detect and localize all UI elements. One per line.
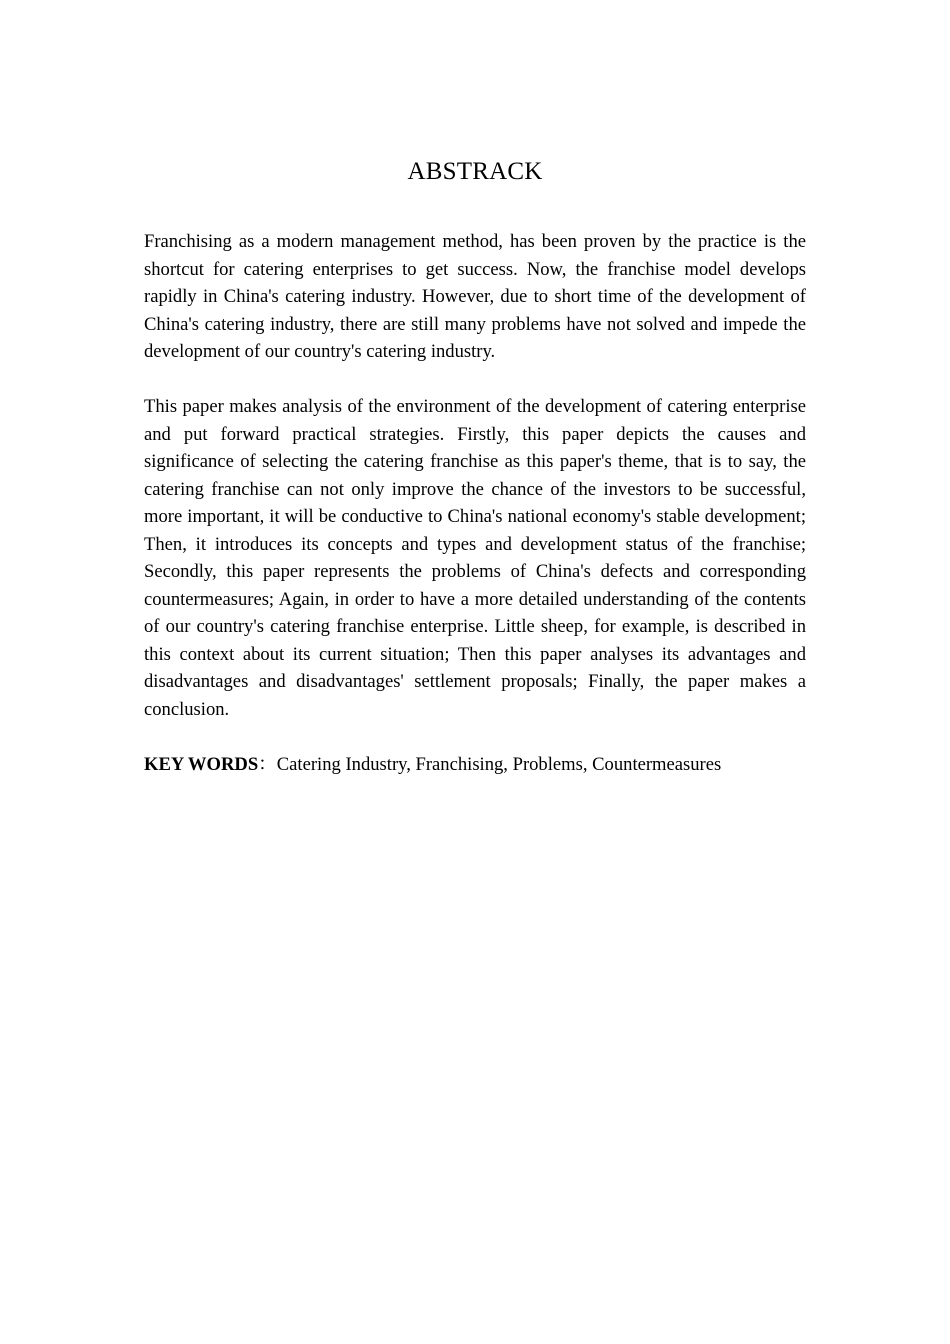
keywords-value: Catering Industry, Franchising, Problems, Countermeasures: [276, 753, 722, 775]
abstract-paragraph-1: Franchising as a modern management method, has been proven by the practice is the shortcut for catering enterprises to get success. Now, the franchise model develops rapidly in China's catering industry. However, due to short time of the development of China's catering industry, there are still many problems have not solved and impede the development of our country's catering industry.: [144, 231, 806, 362]
abstract-paragraph-2: This paper makes analysis of the environment of the development of catering enterprise and put forward practical strategies. Firstly, this paper depicts the causes and significance of selecting the catering franchise as this paper's theme, that is to say, the catering franchise can not only improve the chance of the investors to be successful, more important, it will be conductive to China's national economy's stable development; Then, it introduces its concepts and types and development status of the franchise; Secondly, this paper represents the problems of China's defects and corresponding countermeasures; Again, in order to have a more detailed understanding of the contents of our country's catering franchise enterprise. Little sheep, for example, is described in this context about its current situation; Then this paper analyses its advantages and disadvantages and disadvantages' settlement proposals; Finally, the paper makes a conclusion.: [144, 396, 806, 720]
keywords-line: [144, 751, 806, 779]
abstract-section: [144, 154, 806, 778]
keywords-separator: ：: [258, 753, 277, 775]
keywords-label: KEY WORDS: [144, 753, 259, 775]
abstract-title: ABSTRACK: [407, 158, 543, 185]
